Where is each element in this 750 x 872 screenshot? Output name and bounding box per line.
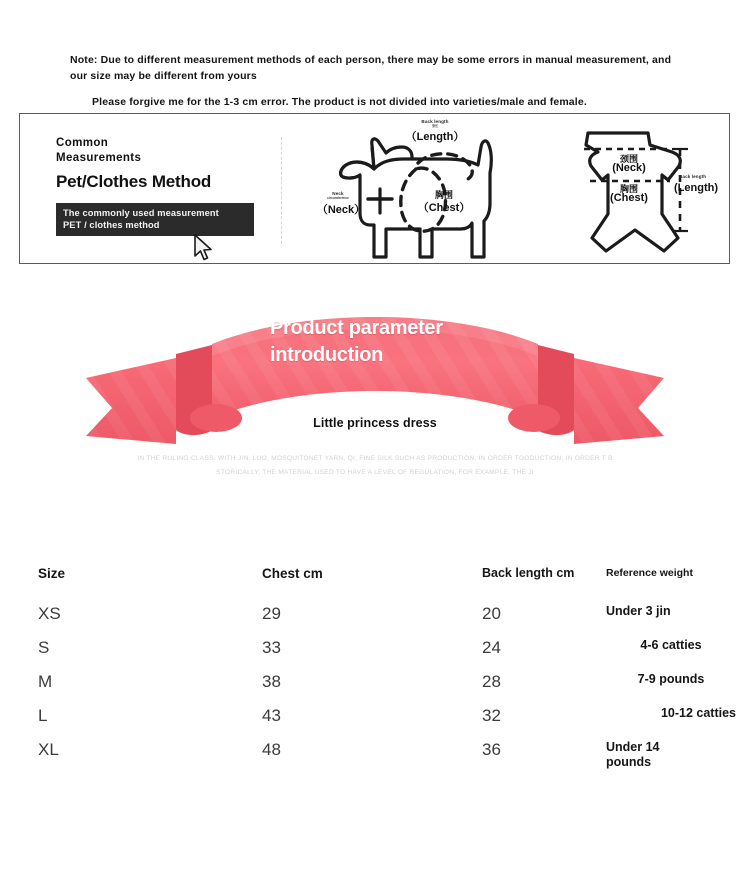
dog-chest-label: （Chest） (417, 202, 471, 214)
garment-neck-label-cn: 颈围 (619, 154, 638, 164)
banner-title-line-1: Product parameter (270, 317, 443, 339)
common-line-2: Measurements (56, 152, 142, 164)
column-header-back-length: Back length cm (482, 566, 575, 580)
fineprint-line-2: STORICALLY, THE MATERIAL USED TO HAVE A LEVEL OF REGULATION, FOR EXAMPLE, THE JI (216, 468, 534, 476)
product-subtitle: Little princess dress (313, 416, 437, 430)
measurement-method-text (56, 136, 261, 236)
mouse-cursor-icon (193, 234, 215, 262)
cell-size: M (38, 672, 53, 691)
table-row (0, 604, 750, 638)
cell-size: L (38, 706, 48, 725)
fineprint-line-1: IN THE RULING CLASS, WITH JIN, LUO, MOSQUITONET YARN, QI, FINE SILK SUCH AS PRODUCTION, IN ORDER TOODUCTION, IN ORDER T B (137, 455, 613, 462)
column-header-chest: Chest cm (262, 566, 323, 581)
cell-back-length: 20 (482, 604, 501, 623)
garment-back-length-caption: Back length (679, 174, 707, 179)
dog-chest-label-cn: 胸围 (434, 190, 453, 200)
dog-back-length-caption: Back length (421, 119, 449, 124)
cell-reference-weight: 7-9 pounds (637, 672, 705, 686)
garment-measurement-diagram (540, 118, 735, 263)
banner-title (270, 315, 590, 369)
dog-neck-label: （Neck） (316, 204, 366, 216)
measurement-method-panel (19, 113, 730, 264)
cell-back-length: 36 (482, 740, 501, 759)
measurement-tooltip (56, 203, 254, 236)
dog-measurement-diagram (312, 117, 517, 265)
cell-reference-weight: 10-12 catties (660, 706, 736, 720)
note-line-2: Please forgive me for the 1-3 cm error. The product is not divided into varieties/male and female. (92, 96, 587, 108)
cell-reference-weight: Under 3 jin (606, 604, 671, 618)
column-header-size: Size (38, 566, 66, 581)
cell-size: XL (38, 740, 59, 759)
cell-reference-weight: 4-6 catties (640, 638, 702, 652)
table-header-row (0, 566, 750, 604)
size-table (0, 566, 750, 780)
dog-back-length-caption-cn: 身长 (431, 124, 439, 128)
table-row (0, 672, 750, 706)
cell-back-length: 28 (482, 672, 501, 691)
cell-chest: 29 (262, 604, 281, 623)
table-row (0, 638, 750, 672)
cell-chest: 48 (262, 740, 281, 759)
cell-chest: 43 (262, 706, 281, 725)
dog-neck-caption: Neck (332, 191, 344, 196)
panel-divider (281, 137, 282, 244)
table-row (0, 740, 750, 780)
common-line-1: Common (56, 137, 109, 149)
cell-size: S (38, 638, 50, 657)
dog-neck-caption-sub: circumference (327, 196, 349, 200)
measurement-note (70, 52, 680, 110)
dog-length-label: （Length） (405, 131, 465, 143)
garment-neck-label: (Neck) (612, 162, 646, 174)
cell-chest: 38 (262, 672, 281, 691)
note-line-1: Note: Due to different measurement methods of each person, there may be some errors in manual measurement, and our size may be different from yours (70, 54, 672, 82)
tooltip-line-1: The commonly used measurement (63, 208, 219, 218)
tooltip-line-2: PET / clothes method (63, 219, 160, 230)
cell-back-length: 32 (482, 706, 501, 725)
garment-chest-label: (Chest) (610, 192, 648, 204)
pet-clothes-method-title: Pet/Clothes Method (56, 172, 212, 191)
common-measurements-label (56, 136, 261, 166)
cell-chest: 33 (262, 638, 281, 657)
banner-title-line-2: introduction (270, 344, 384, 366)
table-row (0, 706, 750, 740)
garment-chest-label-cn: 胸围 (619, 184, 638, 194)
cell-back-length: 24 (482, 638, 501, 657)
garment-length-label: (Length) (674, 182, 718, 194)
column-header-reference-weight: Reference weight (606, 567, 693, 579)
cell-size: XS (38, 604, 61, 623)
cell-reference-weight: Under 14 pounds (606, 740, 660, 769)
fineprint-text (0, 452, 750, 479)
